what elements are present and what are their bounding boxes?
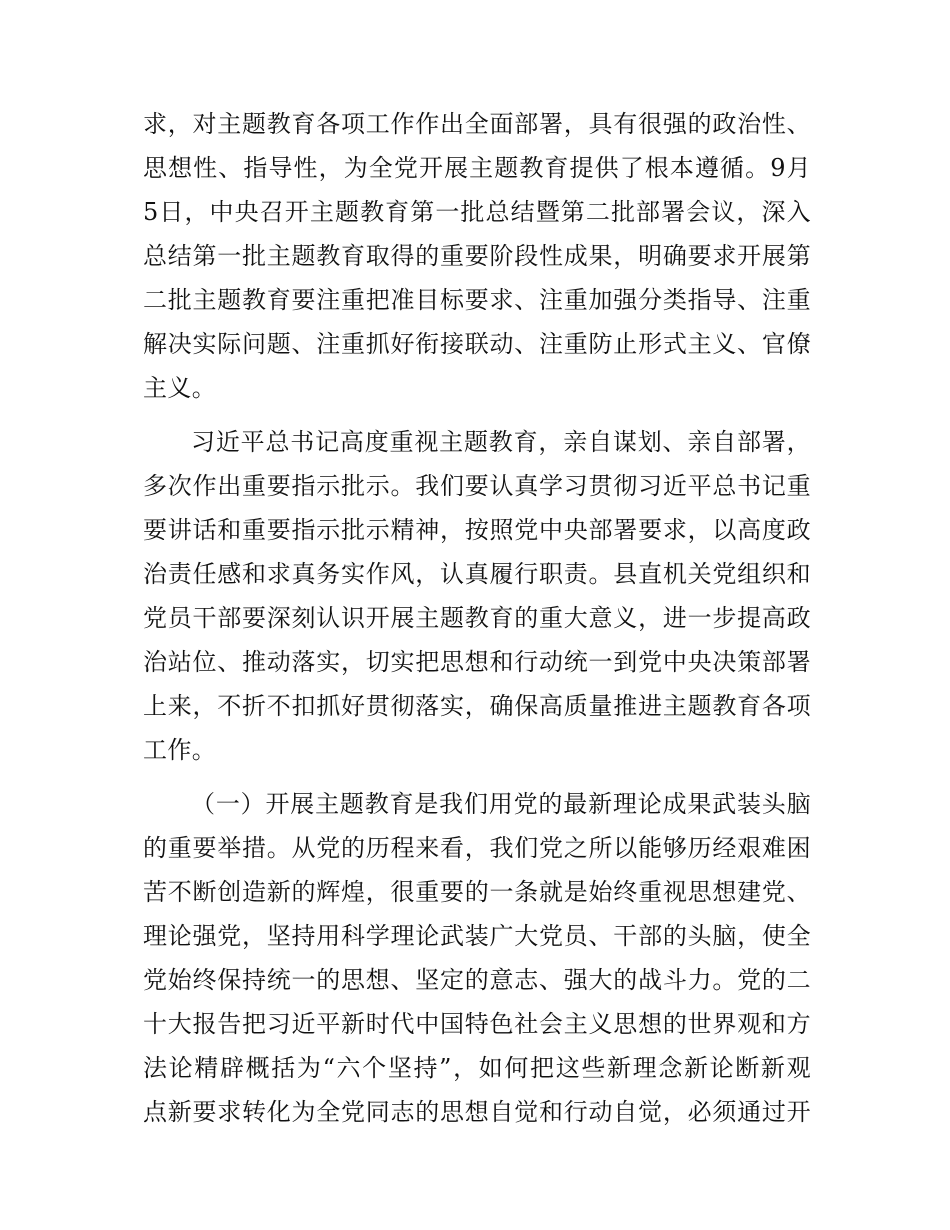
paragraph-line: 理论强党，坚持用科学理论武装广大党员、干部的头脑，使全 [143, 922, 811, 950]
paragraph-line: 主义。 [143, 374, 217, 402]
paragraph-line: 解决实际问题、注重抓好衔接联动、注重防止形式主义、官僚 [143, 330, 811, 358]
paragraph-line: 多次作出重要指示批示。我们要认真学习贯彻习近平总书记重 [143, 472, 811, 500]
paragraph-line: 党员干部要深刻认识开展主题教育的重大意义，进一步提高政 [143, 604, 811, 632]
document-body [143, 102, 811, 1144]
paragraph-line: 总结第一批主题教育取得的重要阶段性成果，明确要求开展第 [143, 242, 811, 270]
paragraph-line: 求，对主题教育各项工作作出全面部署，具有很强的政治性、 [143, 110, 811, 138]
paragraph-line: 5日，中央召开主题教育第一批总结暨第二批部署会议，深入 [143, 198, 811, 226]
paragraph-line: 要讲话和重要指示批示精神，按照党中央部署要求，以高度政 [143, 516, 811, 544]
paragraph-line: 二批主题教育要注重把准目标要求、注重加强分类指导、注重 [143, 286, 811, 314]
paragraph-line: 法论精辟概括为“六个坚持”，如何把这些新理念新论断新观 [143, 1054, 811, 1082]
paragraph-line: 点新要求转化为全党同志的思想自觉和行动自觉，必须通过开 [143, 1098, 811, 1126]
paragraph-line: 习近平总书记高度重视主题教育，亲自谋划、亲自部署， [191, 428, 811, 456]
paragraph-line: 十大报告把习近平新时代中国特色社会主义思想的世界观和方 [143, 1010, 811, 1038]
paragraph-line: （一）开展主题教育是我们用党的最新理论成果武装头脑 [191, 790, 811, 818]
paragraph-1 [143, 102, 811, 410]
paragraph-line: 的重要举措。从党的历程来看，我们党之所以能够历经艰难困 [143, 834, 811, 862]
paragraph-line: 治责任感和求真务实作风，认真履行职责。县直机关党组织和 [143, 560, 811, 588]
paragraph-line: 工作。 [143, 736, 217, 764]
paragraph-line: 上来，不折不扣抓好贯彻落实，确保高质量推进主题教育各项 [143, 692, 811, 720]
paragraph-2 [143, 420, 811, 772]
paragraph-3 [143, 782, 811, 1134]
paragraph-line: 治站位、推动落实，切实把思想和行动统一到党中央决策部署 [143, 648, 811, 676]
paragraph-line: 党始终保持统一的思想、坚定的意志、强大的战斗力。党的二 [143, 966, 811, 994]
paragraph-line: 苦不断创造新的辉煌，很重要的一条就是始终重视思想建党、 [143, 878, 811, 906]
paragraph-line: 思想性、指导性，为全党开展主题教育提供了根本遵循。9月 [143, 154, 811, 182]
